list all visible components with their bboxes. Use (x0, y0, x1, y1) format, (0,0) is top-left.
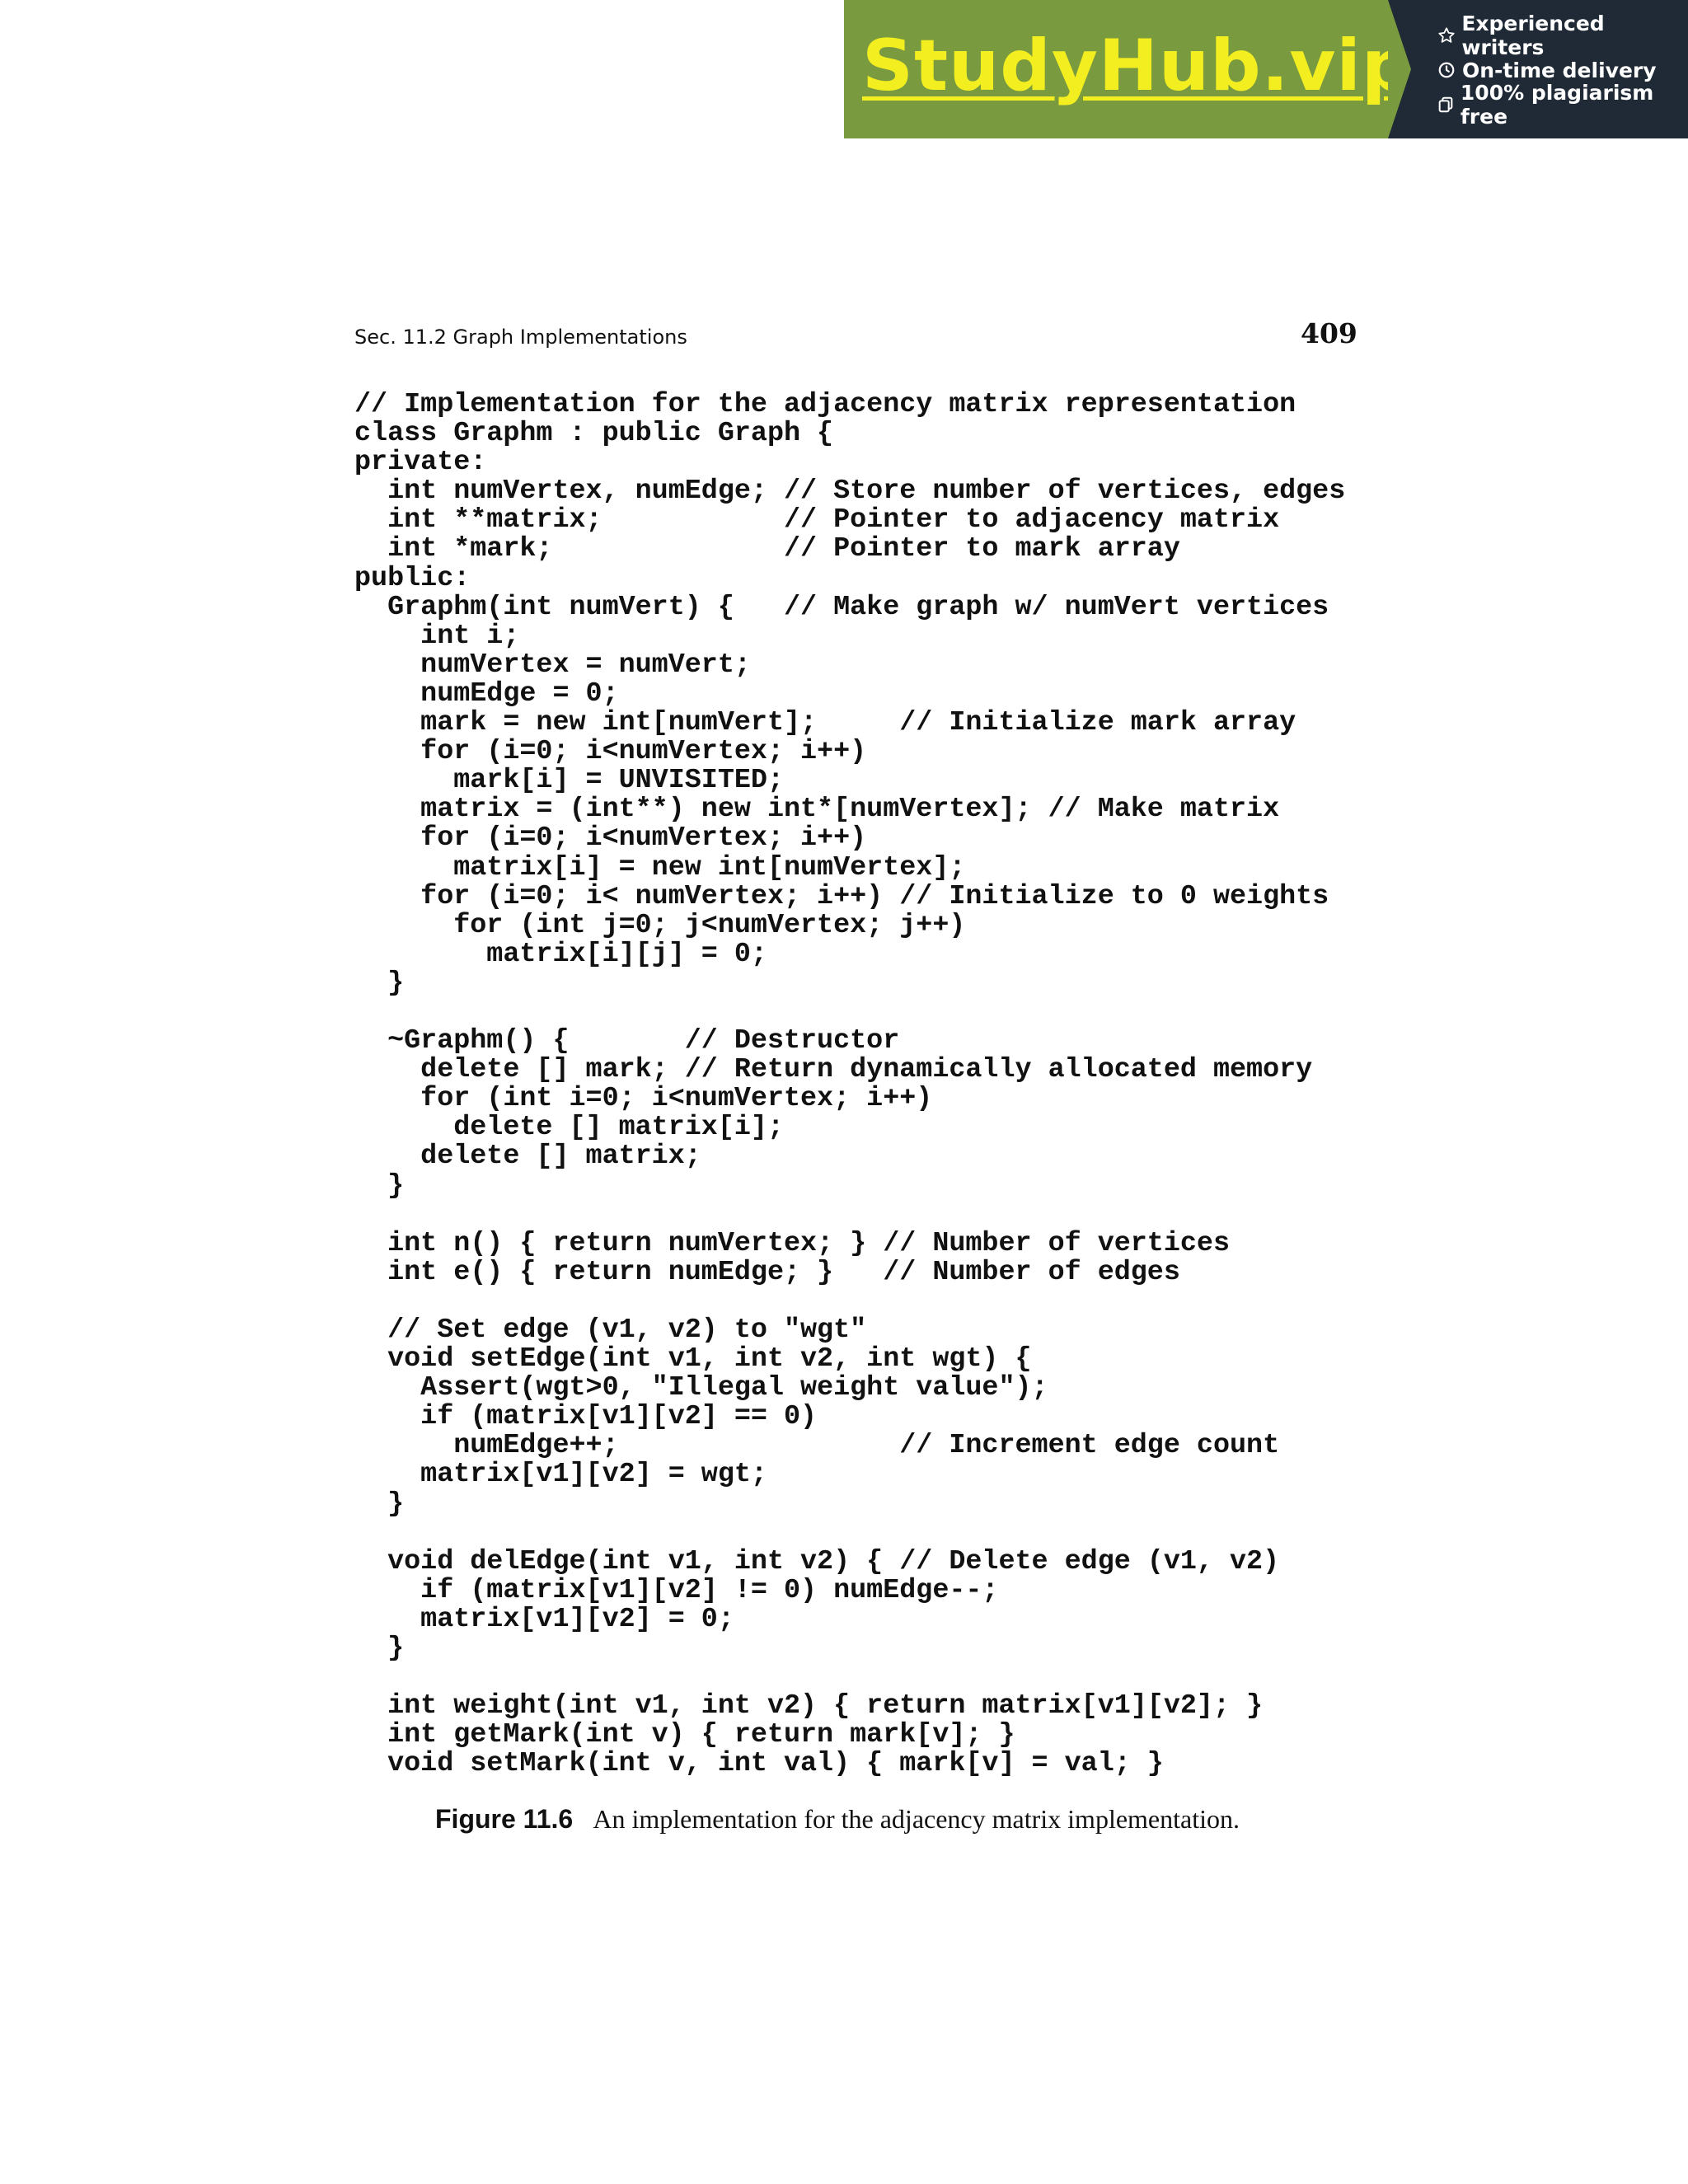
code-line: if (matrix[v1][v2] == 0) (354, 1401, 818, 1433)
code-line: } (354, 1169, 405, 1202)
code-line: class Graphm : public Graph { (354, 418, 834, 450)
code-line (354, 1287, 1345, 1316)
code-listing (354, 391, 1345, 1779)
code-line: matrix[i] = new int[numVertex]; (354, 851, 966, 883)
code-line: mark = new int[numVert]; // Initialize mark array (354, 707, 1296, 739)
code-line: for (i=0; i< numVertex; i++) // Initialize to 0 weights (354, 880, 1329, 912)
code-line (354, 1519, 1345, 1548)
code-line: int *mark; // Pointer to mark array (354, 533, 1180, 565)
code-line: // Implementation for the adjacency matrix representation (354, 389, 1296, 420)
brand-panel[interactable] (844, 0, 1414, 138)
code-line: Assert(wgt>0, "Illegal weight value"); (354, 1372, 1048, 1404)
code-line: int i; (354, 620, 520, 652)
code-line: ~Graphm() { // Destructor (354, 1025, 900, 1057)
code-line: for (int i=0; i<numVertex; i++) (354, 1083, 933, 1115)
code-line: int weight(int v1, int v2) { return matrix[v1][v2]; } (354, 1690, 1264, 1722)
code-line: int **matrix; // Pointer to adjacency matrix (354, 504, 1280, 537)
star-icon (1436, 25, 1456, 46)
code-line: void delEdge(int v1, int v2) { // Delete edge (v1, v2) (354, 1545, 1280, 1577)
brand-logo-text[interactable]: StudyHub.vip (862, 25, 1414, 107)
code-line: for (int j=0; j<numVertex; j++) (354, 909, 966, 941)
promo-banner[interactable] (844, 0, 1688, 138)
feature-panel (1388, 0, 1688, 138)
feature-item (1436, 12, 1688, 59)
code-line: int getMark(int v) { return mark[v]; } (354, 1719, 1015, 1751)
code-line (354, 1663, 1345, 1692)
code-line: } (354, 1633, 405, 1665)
code-line: private: (354, 447, 487, 479)
code-line: int e() { return numEdge; } // Number of edges (354, 1256, 1180, 1288)
code-line: void setMark(int v, int val) { mark[v] = val; } (354, 1748, 1164, 1780)
clock-icon (1436, 59, 1457, 81)
running-head: Sec. 11.2 Graph Implementations (354, 326, 687, 349)
feature-item (1436, 81, 1688, 129)
code-line: } (354, 967, 405, 999)
code-line: numEdge++; // Increment edge count (354, 1430, 1280, 1462)
code-line: // Set edge (v1, v2) to "wgt" (354, 1315, 867, 1346)
code-line: delete [] matrix[i]; (354, 1112, 784, 1144)
code-line: delete [] matrix; (354, 1141, 701, 1173)
code-line: numVertex = numVert; (354, 649, 751, 681)
code-line: numEdge = 0; (354, 677, 619, 710)
code-line: Graphm(int numVert) { // Make graph w/ numVert vertices (354, 591, 1329, 623)
feature-text: On-time delivery (1462, 58, 1657, 82)
code-line (354, 998, 1345, 1027)
code-line: } (354, 1488, 405, 1520)
code-line: int n() { return numVertex; } // Number of vertices (354, 1227, 1230, 1259)
code-line: matrix[i][j] = 0; (354, 938, 767, 970)
figure-label: Figure 11.6 (435, 1804, 574, 1834)
code-line: int numVertex, numEdge; // Store number of vertices, edges (354, 476, 1346, 508)
code-line: matrix = (int**) new int*[numVertex]; // Make matrix (354, 794, 1280, 826)
code-line: for (i=0; i<numVertex; i++) (354, 823, 867, 855)
copy-icon (1436, 94, 1456, 115)
feature-text: 100% plagiarism free (1460, 81, 1654, 129)
code-line: for (i=0; i<numVertex; i++) (354, 736, 867, 768)
page-number: 409 (1301, 317, 1357, 349)
code-line: public: (354, 562, 471, 594)
code-line: matrix[v1][v2] = 0; (354, 1603, 734, 1635)
figure-caption-text: An implementation for the adjacency matrix implementation. (593, 1804, 1240, 1834)
feature-text: Experienced writers (1461, 12, 1605, 59)
code-line: delete [] mark; // Return dynamically allocated memory (354, 1054, 1313, 1086)
code-line: if (matrix[v1][v2] != 0) numEdge--; (354, 1574, 999, 1606)
figure-caption (435, 1803, 1240, 1835)
code-line: mark[i] = UNVISITED; (354, 765, 784, 797)
code-line (354, 1201, 1345, 1230)
code-line: matrix[v1][v2] = wgt; (354, 1459, 767, 1491)
code-line: void setEdge(int v1, int v2, int wgt) { (354, 1343, 1032, 1376)
